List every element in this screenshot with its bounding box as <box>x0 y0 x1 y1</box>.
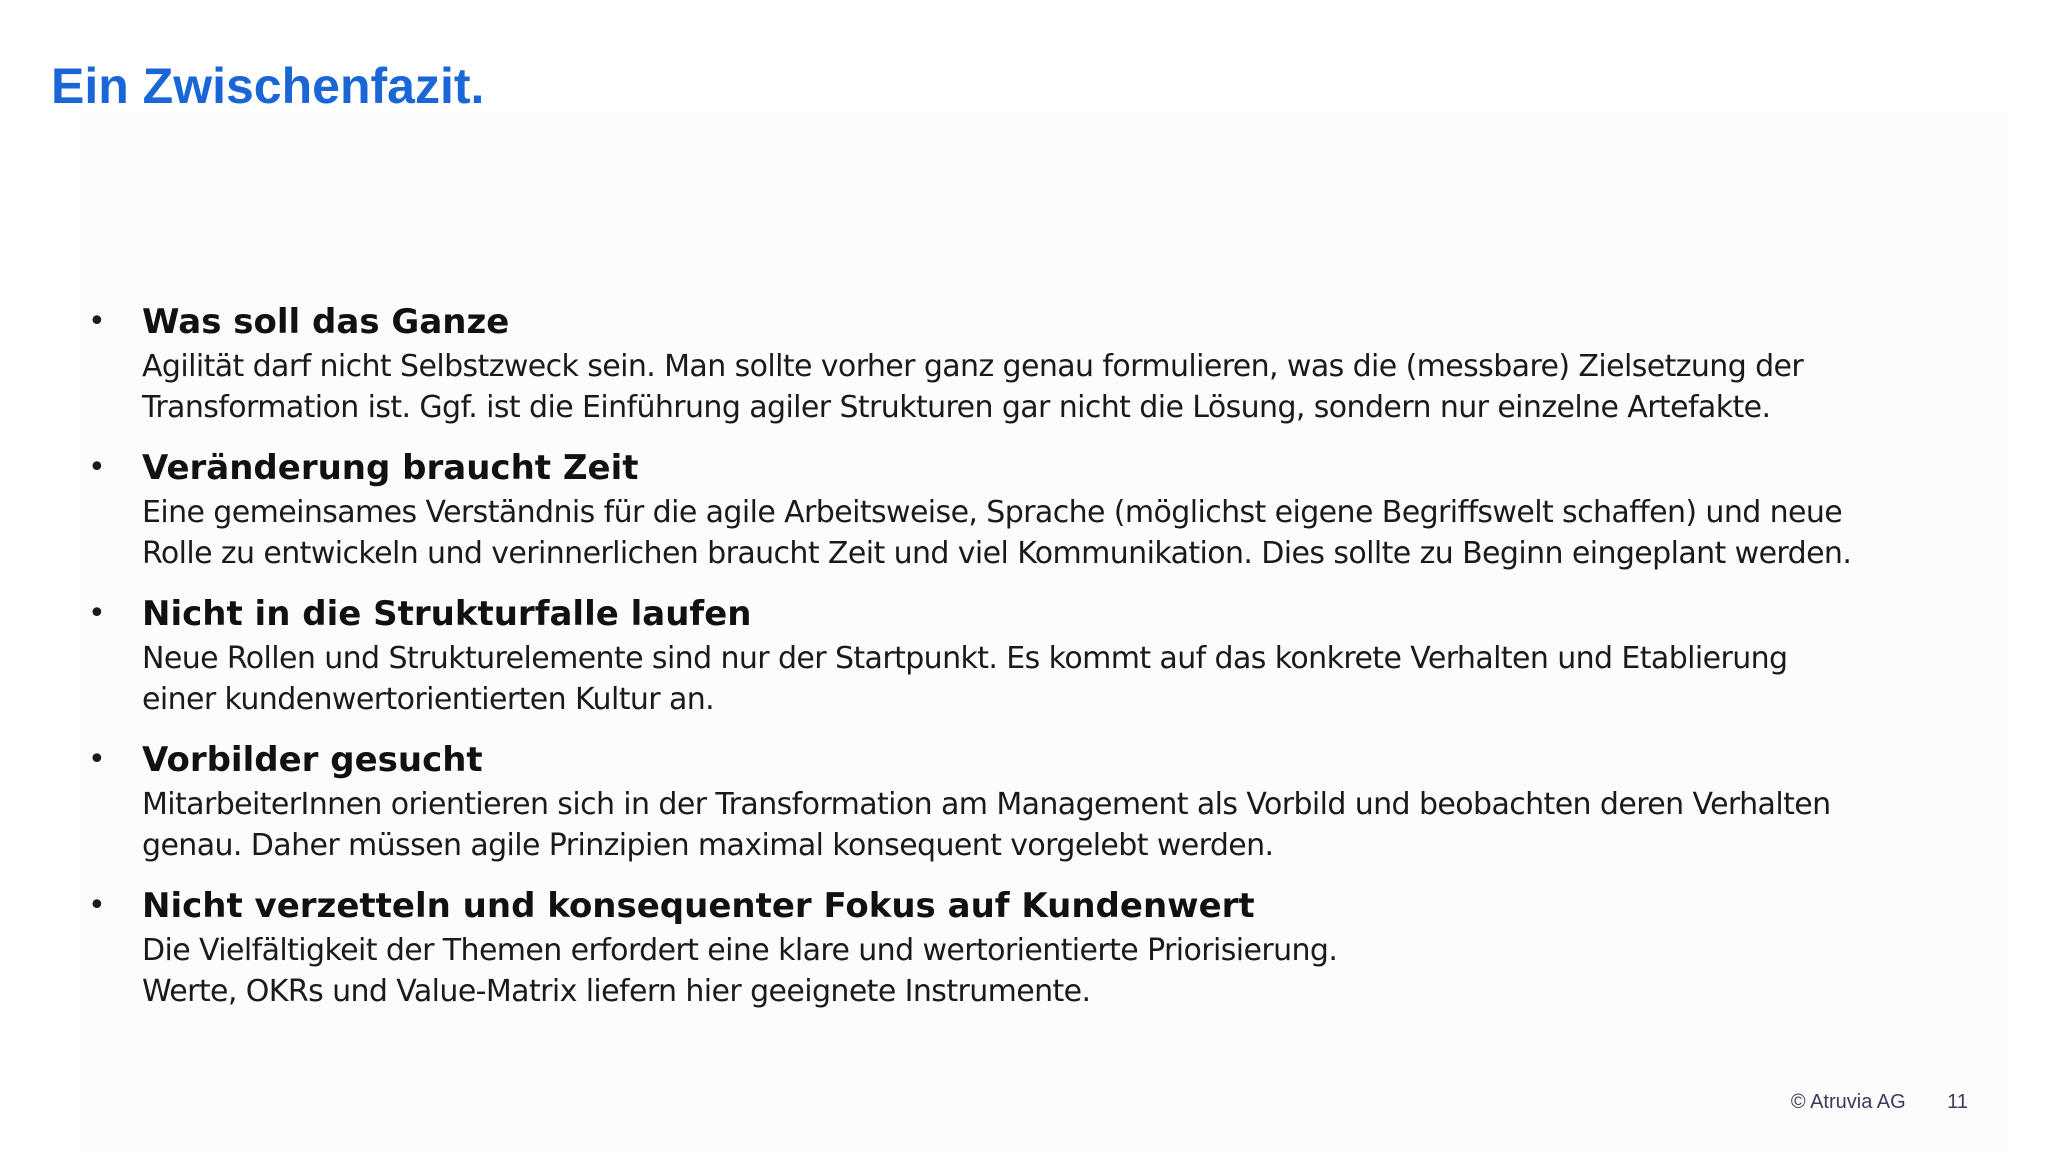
bullet-text-line: Rolle zu entwickeln und verinnerlichen braucht Zeit und viel Kommunikation. Dies sollte zu Beginn eingeplant werden. <box>142 536 1852 571</box>
bullet-text-line: Neue Rollen und Strukturelemente sind nur der Startpunkt. Es kommt auf das konkrete Verhalten und Etablierung <box>142 641 1788 676</box>
bullet-heading: Nicht in die Strukturfalle laufen <box>142 594 752 634</box>
bullet-dot: • <box>88 450 106 485</box>
bullet-heading: Was soll das Ganze <box>142 302 510 342</box>
slide-footer <box>1791 1090 1968 1114</box>
bullet-dot: • <box>88 742 106 777</box>
bullet-heading: Veränderung braucht Zeit <box>142 448 639 488</box>
bullet-item-fokus-auf-kundenwert <box>88 882 1968 1012</box>
bullet-list <box>88 298 1968 1028</box>
bullet-text-line: Agilität darf nicht Selbstzweck sein. Man sollte vorher ganz genau formulieren, was die (messbare) Zielsetzung der <box>142 349 1804 384</box>
bullet-text-line: einer kundenwertorientierten Kultur an. <box>142 682 715 717</box>
bullet-heading: Vorbilder gesucht <box>142 740 483 780</box>
bullet-item-strukturfalle <box>88 590 1968 720</box>
slide-title: Ein Zwischenfazit. <box>51 58 485 114</box>
bullet-text-line: Werte, OKRs und Value-Matrix liefern hier geeignete Instrumente. <box>142 974 1091 1009</box>
bullet-dot: • <box>88 304 106 339</box>
bullet-text-line: MitarbeiterInnen orientieren sich in der Transformation am Management als Vorbild und beobachten deren Verhalten <box>142 787 1831 822</box>
bullet-heading: Nicht verzetteln und konsequenter Fokus auf Kundenwert <box>142 886 1255 926</box>
page-number: 11 <box>1947 1091 1968 1113</box>
bullet-text-line: Transformation ist. Ggf. ist die Einführung agiler Strukturen gar nicht die Lösung, sondern nur einzelne Artefakte. <box>142 390 1771 425</box>
bullet-item-was-soll-das-ganze <box>88 298 1968 428</box>
bullet-text-line: genau. Daher müssen agile Prinzipien maximal konsequent vorgelebt werden. <box>142 828 1274 863</box>
bullet-dot: • <box>88 888 106 923</box>
bullet-text-line: Die Vielfältigkeit der Themen erfordert eine klare und wertorientierte Priorisierung. <box>142 933 1338 968</box>
bullet-item-veraenderung-braucht-zeit <box>88 444 1968 574</box>
copyright-notice: © Atruvia AG <box>1790 1091 1906 1113</box>
bullet-item-vorbilder-gesucht <box>88 736 1968 866</box>
bullet-text-line: Eine gemeinsames Verständnis für die agile Arbeitsweise, Sprache (möglichst eigene Begriffswelt schaffen) und neue <box>142 495 1843 530</box>
bullet-dot: • <box>88 596 106 631</box>
